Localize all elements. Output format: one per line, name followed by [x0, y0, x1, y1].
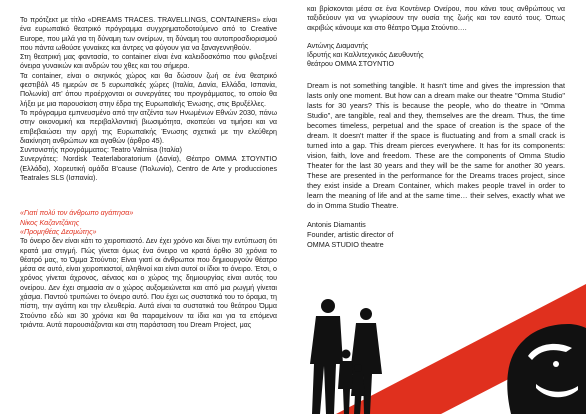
left-column	[20, 0, 277, 330]
greek-director-text: Το όνειρο δεν είναι κάτι το χειροπιαστό. Δεν έχει χρόνο και δίνει την εντύπωση ότι κρατά μια στιγμή. Πώς γίνεται όμως ένα όνειρο να κρατά όρθιο 30 χρόνια το θέατρό μας, το Όμμα Στούντιο; Είναι γιατί οι άνθρωποι που δημιουργούν θέατρο μέσα σε αυτό, είναι χειροπιαστοί, αληθινοί και είναι αυτοί οι ίδιοι το όνειρο. Έτσι, ο χρόνος γίνεται άχρονος, αέναος και ο χώρος της δημιουργίας είναι αυτός του ονείρου. Δεν έχει σημασία αν ο χώρος αυξομειώνεται και από μια ρωγμή γίνεται χάσμα. Παντού τρυπώνει το όνειρο αυτό. Που έχει ως συστατικά του το όραμα, τη πίστη, την αγάπη και την ελευθερία. Αυτά είναι τα συστατικά του θεάτρου Όμμα Στούντιο εδώ και 30 χρόνια και θα παραμείνουν τα ίδια και για τα επόμενα τριάντα. Αυτά παρουσιάζονται και στη παράσταση του Dream Project, μας	[20, 237, 277, 329]
quote-author: Νίκος Καζαντζάκης	[20, 218, 80, 227]
partners-line: Συνεργάτες: Nordisk Teaterlaboratorium (Δανία), Θέατρο ΟΜΜΑ ΣΤΟΥΝΤΙΟ (Ελλάδα), Χορευτική ομάδα B'cause (Πολωνία), Centro de Arte y producciones Teatrales SLS (Ισπανία).	[20, 155, 277, 183]
signature-greek-name: Αντώνης Διαμαντής	[307, 41, 369, 50]
greek-text-continuation: και βρίσκονται μέσα σε ένα Κοντέινερ Ονείρου, που κάνει τους ανθρώπους να ταξιδεύουν για να γνωρίσουν την ουσία της ζωής και τον εαυτό τους. Όπως ακριβώς κάνουμε και στο θέατρο Όμμα Στούντιο….	[307, 5, 565, 32]
decorative-artwork	[266, 244, 586, 414]
quote-work: «Προμηθέας Δεσμώτης»	[20, 227, 97, 236]
intro-paragraph: Το πρότζεκτ με τίτλο «DREAMS TRACES. TRAVELLINGS, CONTAINERS» είναι ένα ευρωπαϊκό θεατρικό πρόγραμμα συγχρηματοδοτούμενο από το Creative Europe, που μιλά για τη δύναμη των ονείρων, τη δύναμη του αυτοπροσδιορισμού που πάντα ωθούσε γυναίκες και άντρες να φύγουν για να ξαναγεννηθούν.	[20, 16, 277, 52]
festival-paragraph: Τα container, είναι ο σκηνικός χώρος και θα δώσουν ζωή σε ένα θεατρικό φεστιβάλ 45 ημερών σε 5 ευρωπαϊκές χώρες (Ιταλία, Δανία, Ελλάδα, Ισπανία, Πολωνία) απ' όπου προέρχονται οι συνεργάτες του προγράμματος, το οποίο θα λήξει με μια παρουσίαση στην έδρα της Ευρωπαϊκής Ένωσης, στις Βρυξέλλες.	[20, 71, 277, 108]
signature-english-name: Antonis Diamantis	[307, 219, 366, 229]
signature-greek-role: Ιδρυτής και Καλλιτεχνικός Διευθυντής	[307, 51, 424, 60]
coordinator-line: Συντονιστής προγράμματος: Teatro Valmisa (Ιταλία)	[20, 146, 183, 155]
signature-greek-org: θεάτρου ΟΜΜΑ ΣΤΟΥΝΤΙΟ	[307, 60, 395, 69]
agenda-paragraph: Το πρόγραμμα εμπνευσμένο από την ατζέντα των Ηνωμένων Εθνών 2030, πάνω στην οικονομική και περιβαλλοντική βιωσιμότητα, σκοπεύει να τιμήσει και να επιβεβαιώσει την αρχή της Ευρωπαϊκής Ένωσης σχετικά με την ελεύθερη διακίνηση ανθρώπων και αγαθών (άρθρο 45).	[20, 108, 277, 145]
signature-english-role: Founder, artistic director of	[307, 229, 394, 239]
right-column	[307, 0, 565, 250]
quote-title: «Γιατί πολύ τον άνθρωπο αγάπησα»	[20, 209, 134, 218]
signature-english-org: OMMA STUDIO theatre	[307, 239, 384, 249]
english-director-text: Dream is not something tangible. It hasn't time and gives the impression that lasts only one moment. But how can a dream make our theatre "Omma Studio" lasts for 30 years? This is because the people, who do theatre in "Omma Studio", are tangible, real and they, themselves are the dream. Thus, the time becomes timeless, perpetual and the space of creation is the space of the dream. It doesn't matter if the space is fluctuating and from a small crack is turned into a gap. This dream pierces everywhere. It has for its components: vision, faith, love and freedom. These are the components of Omma Studio Theater for the last 30 years and they will be the same for another 30 years. These are presented in the performance for the Dreams traces project, since they exist inside a Dream Container, which makes people travel in order to learn the meaning of life and at the same time… their selves, exactly what we do in Omma Studio Theatre.	[307, 80, 565, 210]
container-paragraph: Στη θεατρική μας φαντασία, το container είναι ένα καλειδοσκόπιο που φιλοξενεί όνειρα γυναικών και ανδρών του χθες και του σήμερα.	[20, 53, 277, 71]
